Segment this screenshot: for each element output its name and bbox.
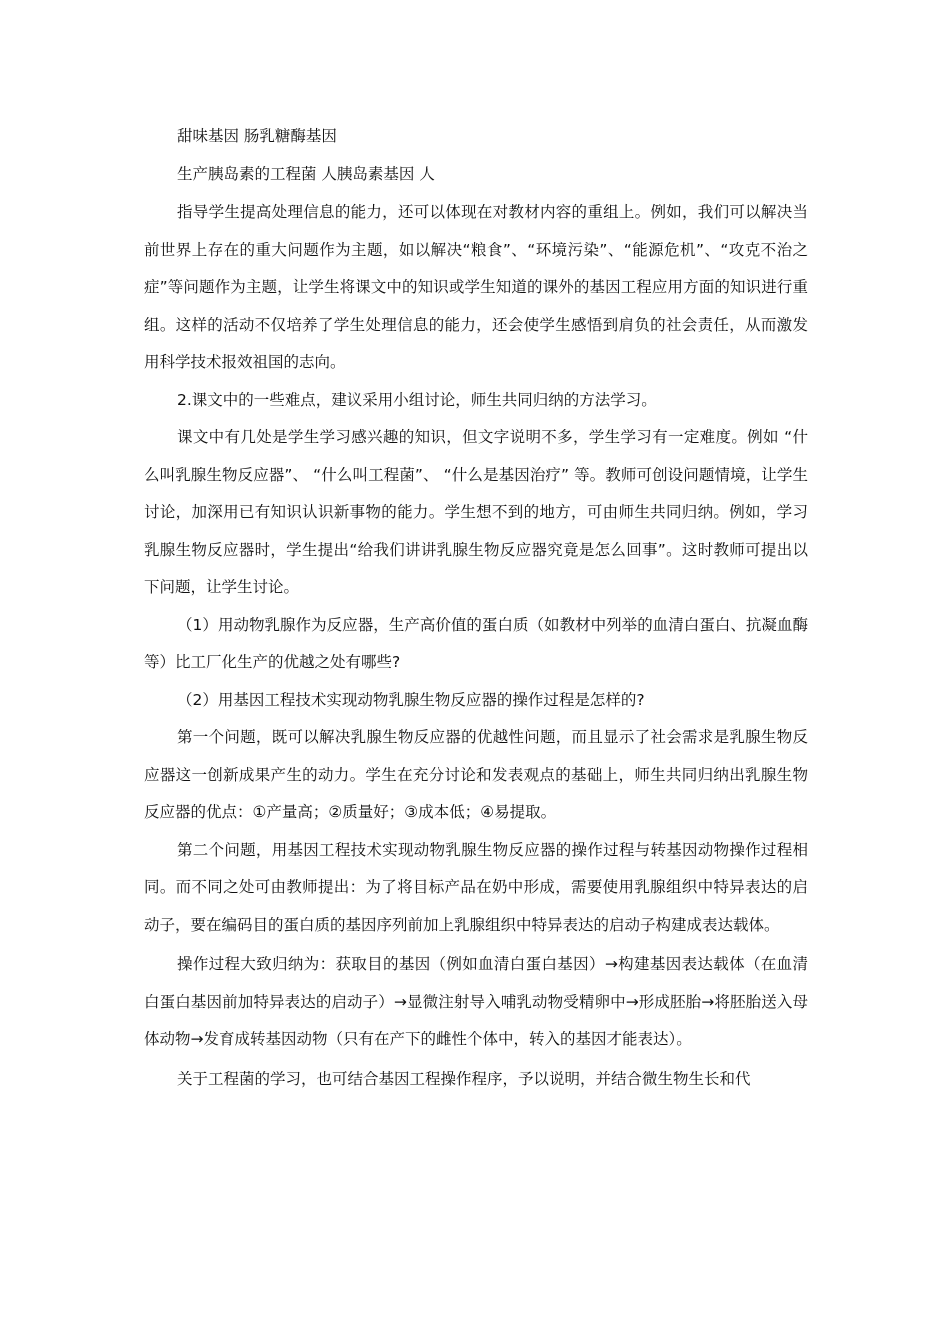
paragraph-interesting-knowledge: 课文中有几处是学生学习感兴趣的知识，但文字说明不多，学生学习有一定难度。例如 “什么叫乳腺生物反应器”、 “什么叫工程菌”、 “什么是基因治疗” 等。教师可创设问题情境，让学生讨论，加深用已有知识认识新事物的能力。学生想不到的地方，可由师生共同归纳。例如，学习乳腺生物反应器时，学生提出“给我们讲讲乳腺生物反应器究竟是怎么回事”。这时教师可提出以下问题，让学生讨论。 — [144, 428, 808, 596]
paragraph-difficult-points: 2.课文中的一些难点，建议采用小组讨论，师生共同归纳的方法学习。 — [177, 390, 657, 409]
paragraph-second-question-answer: 第二个问题，用基因工程技术实现动物乳腺生物反应器的操作过程与转基因动物操作过程相同。而不同之处可由教师提出：为了将目标产品在奶中形成，需要使用乳腺组织中特异表达的启动子，要在编码目的蛋白质的基因序列前加上乳腺组织中特异表达的启动子构建成表达载体。 — [144, 840, 808, 934]
paragraph-insulin-bacteria: 生产胰岛素的工程菌 人胰岛素基因 人 — [177, 165, 435, 183]
paragraph-sweet-gene: 甜味基因 肠乳糖酶基因 — [177, 127, 337, 145]
paragraph-first-question-answer: 第一个问题，既可以解决乳腺生物反应器的优越性问题，而且显示了社会需求是乳腺生物反应器这一创新成果产生的动力。学生在充分讨论和发表观点的基础上，师生共同归纳出乳腺生物反应器的优点：①产量高；②质量好；③成本低；④易提取。 — [144, 728, 808, 821]
paragraph-operation-process: 操作过程大致归纳为：获取目的基因（例如血清白蛋白基因）→构建基因表达载体（在血清白蛋白基因前加特异表达的启动子）→显微注射导入哺乳动物受精卵中→形成胚胎→将胚胎送入母体动物→发育成转基因动物（只有在产下的雌性个体中，转入的基因才能表达）。 — [144, 955, 808, 1048]
paragraph-question-1: （1）用动物乳腺作为反应器，生产高价值的蛋白质（如教材中列举的血清白蛋白、抗凝血酶等）比工厂化生产的优越之处有哪些? — [144, 615, 808, 671]
paragraph-question-2: （2）用基因工程技术实现动物乳腺生物反应器的操作过程是怎样的? — [177, 690, 645, 709]
paragraph-information-processing: 指导学生提高处理信息的能力，还可以体现在对教材内容的重组上。例如，我们可以解决当前世界上存在的重大问题作为主题，如以解决“粮食”、“环境污染”、“能源危机”、“攻克不治之症”等问题作为主题，让学生将课文中的知识或学生知道的课外的基因工程应用方面的知识进行重组。这样的活动不仅培养了学生处理信息的能力，还会使学生感悟到肩负的社会责任，从而激发用科学技术报效祖国的志向。 — [144, 203, 808, 371]
document-body — [144, 118, 808, 1098]
paragraph-engineering-bacteria: 关于工程菌的学习，也可结合基因工程操作程序，予以说明，并结合微生物生长和代 — [177, 1069, 751, 1088]
